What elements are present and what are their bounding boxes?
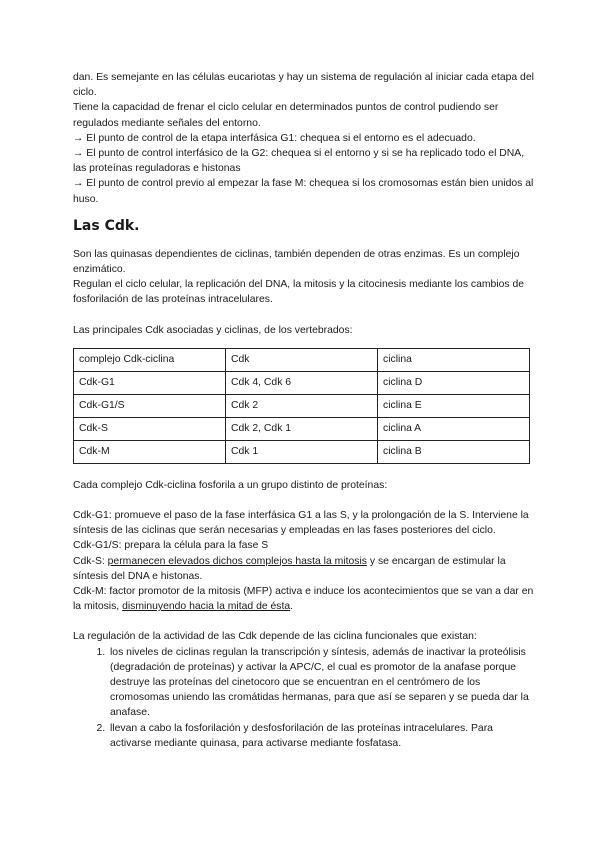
table-row <box>74 394 530 417</box>
intro-line: dan. Es semejante en las células eucariotas y hay un sistema de regulación al iniciar cada etapa del ciclo. <box>73 72 534 99</box>
list-item: 2. llevan a cabo la fosforilación y desfosforilación de las proteínas intracelulares. Para activarse mediante quinasa, para activarse mediante fosfatasa. <box>108 721 535 751</box>
table-intro: Las principales Cdk asociadas y ciclinas, de los vertebrados: <box>73 324 353 336</box>
paragraph-definition: Son las quinasas dependientes de ciclinas, también dependen de otras enzimas. Es un complejo enzimático. <box>73 248 520 276</box>
regulation-intro: La regulación de la actividad de las Cdk depende de las ciclina funcionales que existan: <box>73 631 477 643</box>
table-cell: ciclina <box>378 348 530 371</box>
cdk-g1s-description: Cdk-G1/S: prepara la célula para la fase S <box>73 540 269 552</box>
table-cell: Cdk 4, Cdk 6 <box>226 371 378 394</box>
paragraph-function: Regulan el ciclo celular, la replicación del DNA, la mitosis y la citocinesis mediante los cambios de fosforilación de las proteínas intracelulares. <box>73 279 525 306</box>
cdk-s-prefix: Cdk-S: <box>73 555 108 567</box>
table-row <box>74 371 530 394</box>
section-title: Las Cdk. <box>73 217 140 234</box>
cdk-s-suffix: y se encargan de estimular la síntesis del DNA e histonas. <box>73 555 506 582</box>
table-cell: Cdk <box>226 348 378 371</box>
table-cell: complejo Cdk-ciclina <box>74 348 226 371</box>
table-row <box>74 440 530 463</box>
table-cell: Cdk-M <box>74 440 226 463</box>
table-cell: ciclina B <box>378 440 530 463</box>
list-item: 1. los niveles de ciclinas regulan la transcripción y síntesis, además de inactivar la proteólisis (degradación de proteínas) y activar la APC/C, el cual es promotor de la anafase porque destruye las proteínas del cinetocoro que se encuentran en el centrómero de los cromosomas uniendo las cromátidas hermanas, para que así se separen y se pueda dar la anafase. <box>108 645 535 721</box>
cdk-s-underlined: permanecen elevados dichos complejos hasta la mitosis <box>107 555 367 567</box>
table-row <box>74 417 530 440</box>
table-cell: Cdk 1 <box>226 440 378 463</box>
cdk-m-underlined: disminuyendo hacia la mitad de ésta <box>122 601 291 613</box>
cdk-g1-description: Cdk-G1: promueve el paso de la fase interfásica G1 a las S, y la prolongación de la S. Interviene la síntesis de las ciclinas que serán necesarias y empleadas en las fases posteriores del ciclo. <box>73 510 529 537</box>
table-cell: ciclina E <box>378 394 530 417</box>
table-cell: Cdk-S <box>74 417 226 440</box>
table-cell: Cdk 2 <box>226 394 378 417</box>
document-page <box>73 70 535 751</box>
regulation-list <box>73 645 535 751</box>
checkpoint-g2: → El punto de control interfásico de la G2: chequea si el entorno y si se ha replicado todo el DNA, las proteínas reguladoras e histonas <box>73 148 525 175</box>
table-cell: Cdk 2, Cdk 1 <box>226 417 378 440</box>
intro-line: Tiene la capacidad de frenar el ciclo celular en determinados puntos de control pudiendo ser regulados mediante señales del entorno. <box>73 102 499 129</box>
cdk-s-description <box>73 554 535 584</box>
table-cell: ciclina D <box>378 371 530 394</box>
table-header-row <box>74 348 530 371</box>
checkpoint-m: → El punto de control previo al empezar la fase M: chequea si los cromosomas están bien unidos al huso. <box>73 178 534 205</box>
checkpoint-g1: → El punto de control de la etapa interfásica G1: chequea si el entorno es el adecuado. <box>73 132 476 144</box>
cdk-m-prefix: Cdk-M: factor promotor de la mitosis (MFP) activa e induce los acontecimientos que se van a dar en la mitosis, <box>73 586 534 613</box>
after-table-text: Cada complejo Cdk-ciclina fosforila a un grupo distinto de proteínas: <box>73 479 388 491</box>
table-cell: ciclina A <box>378 417 530 440</box>
cdk-table <box>73 348 530 464</box>
table-cell: Cdk-G1/S <box>74 394 226 417</box>
table-cell: Cdk-G1 <box>74 371 226 394</box>
cdk-m-suffix: . <box>290 601 294 613</box>
cdk-m-description <box>73 584 535 614</box>
